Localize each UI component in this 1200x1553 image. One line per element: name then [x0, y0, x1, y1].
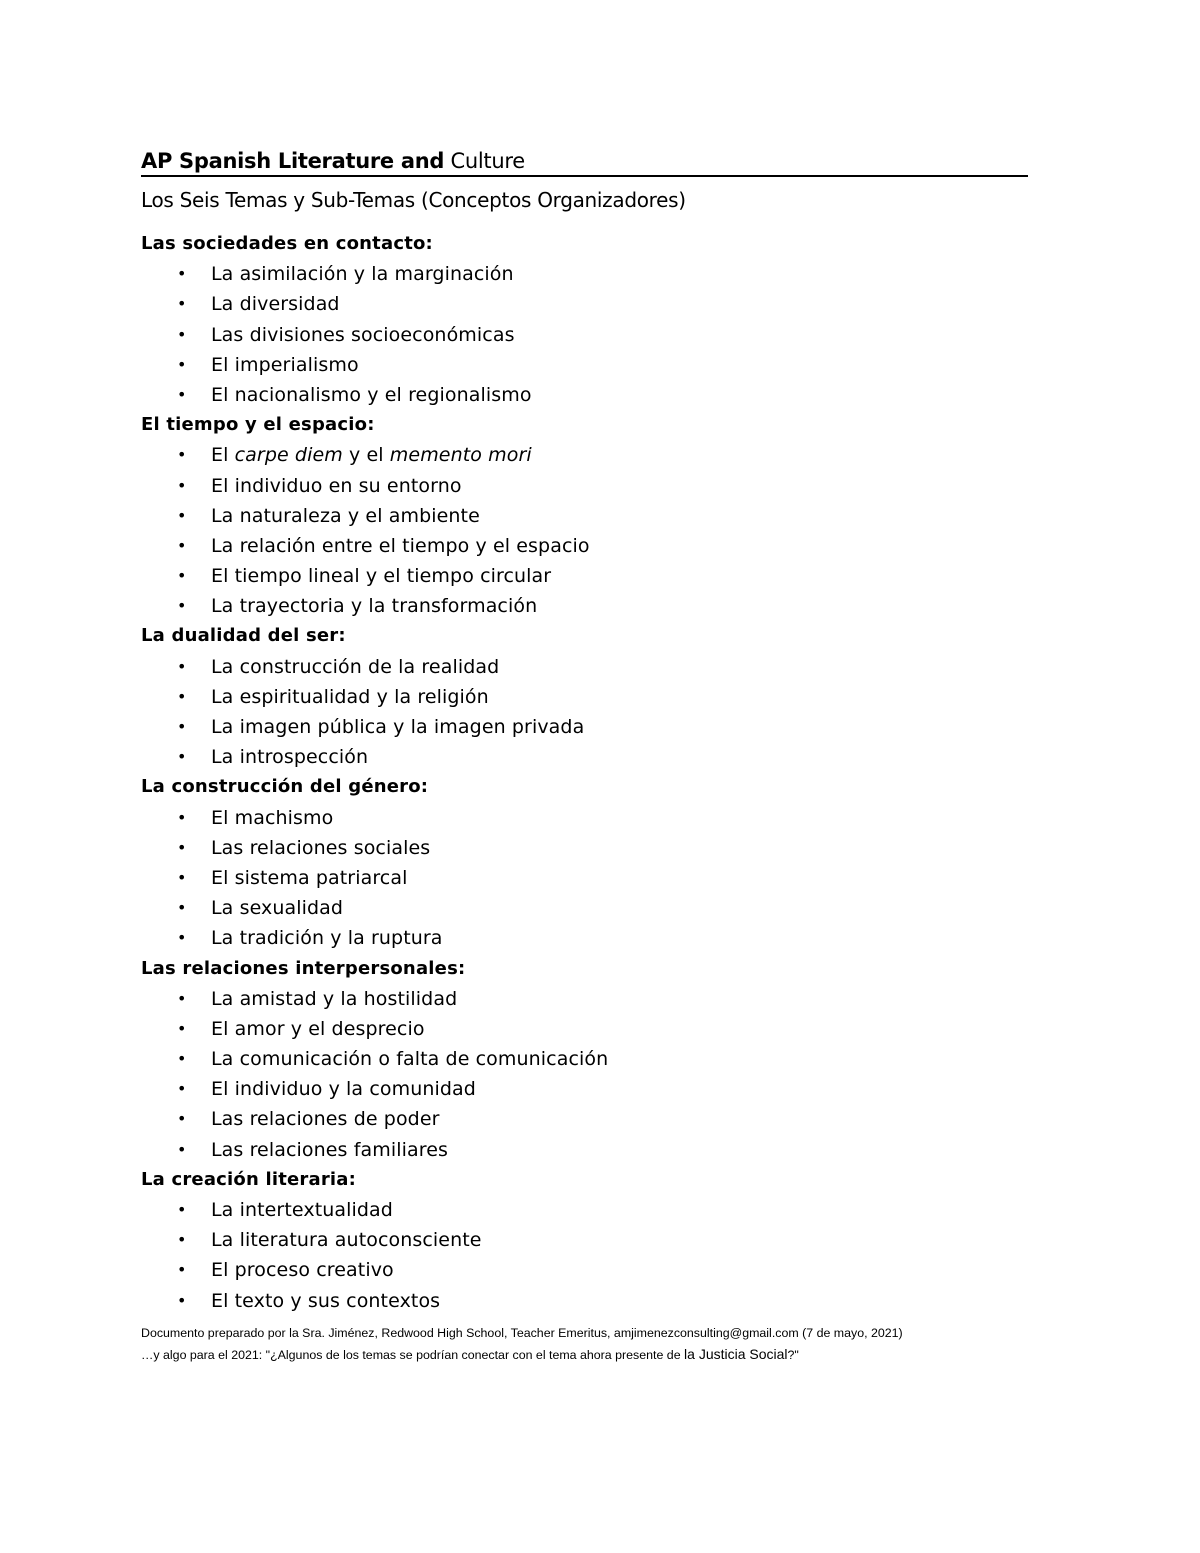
subtheme-text: El proceso creativo	[211, 1259, 394, 1282]
subtheme-text: Las divisiones socioeconómicas	[211, 323, 515, 346]
subtheme-item	[141, 923, 1031, 953]
bullet-icon: •	[177, 747, 187, 767]
subtheme-text: Las relaciones sociales	[211, 836, 431, 859]
bullet-icon: •	[177, 988, 187, 1008]
subtheme-text: La asimilación y la marginación	[211, 263, 514, 286]
subtheme-item	[141, 1195, 1031, 1225]
footer-credit-line: Documento preparado por la Sra. Jiménez, Redwood High School, Teacher Emeritus, amjimenezconsulting@gmail.com (7 de mayo, 2021)	[141, 1326, 903, 1340]
bullet-icon: •	[177, 1200, 187, 1219]
bullet-icon: •	[177, 898, 187, 918]
bullet-icon: •	[177, 535, 187, 555]
bullet-icon: •	[177, 807, 187, 827]
theme-heading: El tiempo y el espacio:	[141, 414, 375, 436]
theme-heading: Las relaciones interpersonales:	[141, 957, 466, 979]
subtheme-text: Las relaciones familiares	[211, 1138, 448, 1161]
document-title	[141, 147, 525, 175]
bullet-icon: •	[177, 837, 187, 857]
subtheme-text: La relación entre el tiempo y el espacio	[211, 534, 590, 557]
subtheme-text: El nacionalismo y el regionalismo	[211, 383, 532, 406]
subtheme-text: La intertextualidad	[211, 1199, 393, 1221]
bullet-icon: •	[177, 867, 187, 887]
subtheme-item	[141, 289, 1031, 319]
bullet-icon: •	[177, 566, 187, 586]
bullet-icon: •	[177, 686, 187, 706]
subtheme-text: El individuo en su entorno	[211, 474, 462, 497]
subtheme-list	[141, 803, 1031, 954]
subtheme-text: La introspección	[211, 746, 369, 769]
subtheme-item	[141, 1225, 1031, 1255]
subtheme-text: El carpe diem y el memento mori	[211, 444, 532, 467]
bullet-icon: •	[177, 354, 187, 374]
document-title-rest: Culture	[444, 149, 525, 173]
subtheme-item	[141, 561, 1031, 591]
footer-note	[141, 1323, 1041, 1366]
bullet-icon: •	[177, 928, 187, 948]
footer-question-prefix: …y algo para el 2021: "¿Algunos de los temas se podrían conectar con el tema ahora presente de	[141, 1348, 685, 1362]
subtheme-item	[141, 1255, 1031, 1285]
subtheme-item	[141, 893, 1031, 923]
subtheme-text: La comunicación o falta de comunicación	[211, 1048, 609, 1071]
subtheme-item	[141, 652, 1031, 682]
subtheme-item	[141, 1014, 1031, 1044]
subtheme-item	[141, 863, 1031, 893]
subtheme-list	[141, 440, 1031, 621]
subtheme-text: El machismo	[211, 806, 334, 829]
footer-question-suffix: ?"	[787, 1348, 799, 1362]
subtheme-item	[141, 440, 1031, 470]
bullet-icon: •	[177, 505, 187, 525]
bullet-icon: •	[177, 1079, 187, 1099]
subtheme-text: El imperialismo	[211, 353, 359, 376]
subtheme-text: La literatura autoconsciente	[211, 1229, 482, 1252]
subtheme-item	[141, 591, 1031, 621]
bullet-icon: •	[177, 294, 187, 314]
bullet-icon: •	[177, 324, 187, 344]
subtheme-text: El tiempo lineal y el tiempo circular	[211, 565, 552, 588]
subtheme-item	[141, 1104, 1031, 1134]
theme-heading: La creación literaria:	[141, 1168, 357, 1190]
subtheme-item	[141, 984, 1031, 1014]
theme-heading: La construcción del género:	[141, 776, 429, 798]
footer-question-emphasis: la Justicia Social	[684, 1346, 788, 1362]
subtheme-item	[141, 803, 1031, 833]
subtheme-text: La diversidad	[211, 293, 340, 316]
bullet-icon: •	[177, 384, 187, 404]
subtheme-item	[141, 501, 1031, 531]
bullet-icon: •	[177, 717, 187, 736]
subtheme-item	[141, 1135, 1031, 1165]
theme-heading: Las sociedades en contacto:	[141, 233, 433, 254]
bullet-icon: •	[177, 1230, 187, 1250]
subtheme-item	[141, 712, 1031, 742]
subtheme-text: La sexualidad	[211, 897, 344, 920]
subtheme-item	[141, 1286, 1031, 1316]
bullet-icon: •	[177, 445, 187, 465]
bullet-icon: •	[177, 1290, 187, 1310]
subtheme-text: Las relaciones de poder	[211, 1108, 440, 1131]
bullet-icon: •	[177, 1109, 187, 1129]
subtheme-item	[141, 350, 1031, 380]
subtheme-text: El amor y el desprecio	[211, 1017, 425, 1040]
bullet-icon: •	[177, 1139, 187, 1159]
subtheme-text: La construcción de la realidad	[211, 655, 500, 678]
bullet-icon: •	[177, 1049, 187, 1069]
bullet-icon: •	[177, 475, 187, 495]
subtheme-text: La tradición y la ruptura	[211, 927, 443, 950]
bullet-icon: •	[177, 596, 187, 616]
subtheme-item	[141, 320, 1031, 350]
document-title-bold: AP Spanish Literature and	[141, 149, 445, 173]
bullet-icon: •	[177, 264, 187, 284]
subtheme-list	[141, 984, 1031, 1165]
document-page	[141, 143, 1031, 1316]
subtheme-item	[141, 682, 1031, 712]
subtheme-item	[141, 259, 1031, 289]
subtheme-text: La imagen pública y la imagen privada	[211, 716, 585, 738]
subtheme-text: La espiritualidad y la religión	[211, 685, 489, 708]
bullet-icon: •	[177, 1018, 187, 1038]
subtheme-text: La naturaleza y el ambiente	[211, 504, 480, 527]
document-subtitle: Los Seis Temas y Sub-Temas (Conceptos Organizadores)	[141, 188, 686, 212]
subtheme-item	[141, 380, 1031, 410]
subtheme-text: La amistad y la hostilidad	[211, 987, 458, 1010]
footer-question-line	[141, 1344, 1041, 1366]
theme-heading: La dualidad del ser:	[141, 625, 346, 647]
subtheme-item	[141, 471, 1031, 501]
subtheme-text: El sistema patriarcal	[211, 866, 408, 889]
subtheme-item	[141, 833, 1031, 863]
bullet-icon: •	[177, 656, 187, 676]
subtheme-list	[141, 1195, 1031, 1316]
subtheme-text: La trayectoria y la transformación	[211, 595, 538, 618]
bullet-icon: •	[177, 1260, 187, 1280]
subtheme-item	[141, 531, 1031, 561]
subtheme-text: El individuo y la comunidad	[211, 1078, 476, 1101]
subtheme-list	[141, 259, 1031, 410]
subtheme-text: El texto y sus contextos	[211, 1289, 441, 1312]
themes-list	[141, 229, 1031, 1316]
subtheme-item	[141, 742, 1031, 772]
subtheme-item	[141, 1074, 1031, 1104]
subtheme-item	[141, 1044, 1031, 1074]
title-underline	[141, 143, 1028, 177]
subtheme-list	[141, 652, 1031, 773]
